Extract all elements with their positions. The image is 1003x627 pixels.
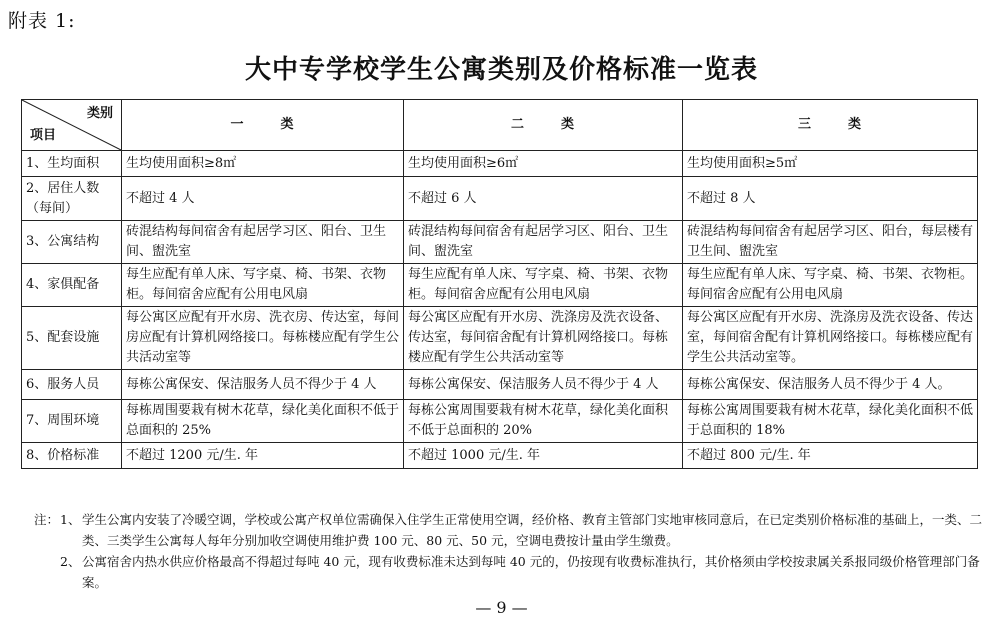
cell-category-2: 每生应配有单人床、写字桌、椅、书架、衣物柜。每间宿舍应配有公用电风扇: [404, 264, 683, 307]
cell-category-3: 不超过 800 元/生. 年: [683, 443, 978, 469]
table-row: [22, 177, 978, 221]
table-row: [22, 400, 978, 443]
cell-category-2: 砖混结构每间宿舍有起居学习区、阳台、卫生间、盥洗室: [404, 221, 683, 264]
item-axis-label: 项目: [30, 128, 57, 143]
row-item-label: 1、生均面积: [22, 151, 122, 177]
corner-header-cell: [22, 100, 122, 151]
cell-category-1: 每生应配有单人床、写字桌、椅、书架、衣物柜。每间宿舍应配有公用电风扇: [122, 264, 404, 307]
table-notes: [34, 509, 984, 593]
cell-category-3: 每公寓区应配有开水房、洗涤房及洗衣设备、传达室，每间宿舍配有计算机网络接口。每栋楼应配有学生公共活动室等。: [683, 307, 978, 370]
cell-category-3: 不超过 8 人: [683, 177, 978, 221]
cell-category-3: 每栋公寓周围要栽有树木花草，绿化美化面积不低于总面积的 18%: [683, 400, 978, 443]
row-item-label: 7、周围环境: [22, 400, 122, 443]
category-header-2: 二 类: [404, 100, 683, 151]
note-text: 公寓宿舍内热水供应价格最高不得超过每吨 40 元，现有收费标准未达到每吨 40 元的，仍按现有收费标准执行，其价格须由学校按隶属关系报同级价格管理部门备案。: [82, 554, 980, 590]
cell-category-1: 每栋周围要栽有树木花草，绿化美化面积不低于总面积的 25%: [122, 400, 404, 443]
cell-category-1: 砖混结构每间宿舍有起居学习区、阳台、卫生间、盥洗室: [122, 221, 404, 264]
row-item-label: 4、家俱配备: [22, 264, 122, 307]
cell-category-2: 生均使用面积≥6㎡: [404, 151, 683, 177]
cell-category-2: 每栋公寓周围要栽有树木花草，绿化美化面积不低于总面积的 20%: [404, 400, 683, 443]
cell-category-1: 生均使用面积≥8㎡: [122, 151, 404, 177]
row-item-label: 8、价格标准: [22, 443, 122, 469]
table-row: [22, 264, 978, 307]
cell-category-2: 每栋公寓保安、保洁服务人员不得少于 4 人: [404, 370, 683, 400]
document-title: 大中专学校学生公寓类别及价格标准一览表: [244, 55, 758, 85]
page-number: — 9 —: [475, 598, 528, 617]
note-number: 1、: [60, 512, 81, 527]
row-item-label: 6、服务人员: [22, 370, 122, 400]
note-text: 学生公寓内安装了冷暖空调，学校或公寓产权单位需确保入住学生正常使用空调，经价格、教育主管部门实地审核同意后，在已定类别价格标准的基础上，一类、二类、三类学生公寓每人每年分别加收空调使用维护费 100 元、80 元、50 元，空调电费按计量由学生缴费。: [82, 512, 983, 548]
table-row: [22, 443, 978, 469]
note-item: [34, 551, 984, 593]
note-prefix: 注：: [34, 512, 60, 527]
table-row: [22, 221, 978, 264]
note-number: 2、: [60, 554, 81, 569]
category-header-3: 三 类: [683, 100, 978, 151]
table-row: [22, 151, 978, 177]
cell-category-3: 每生应配有单人床、写字桌、椅、书架、衣物柜。每间宿舍应配有公用电风扇: [683, 264, 978, 307]
row-item-label: 3、公寓结构: [22, 221, 122, 264]
table-header-row: [22, 100, 978, 151]
note-item: [34, 509, 984, 551]
category-axis-label: 类别: [86, 106, 113, 121]
table-row: [22, 370, 978, 400]
cell-category-2: 不超过 1000 元/生. 年: [404, 443, 683, 469]
annex-label: 附表 1:: [8, 10, 76, 32]
row-item-label: 2、居住人数（每间）: [22, 177, 122, 221]
price-standard-table: [21, 99, 978, 469]
cell-category-1: 每栋公寓保安、保洁服务人员不得少于 4 人: [122, 370, 404, 400]
cell-category-1: 每公寓区应配有开水房、洗衣房、传达室，每间房应配有计算机网络接口。每栋楼应配有学生公共活动室等: [122, 307, 404, 370]
cell-category-2: 每公寓区应配有开水房、洗涤房及洗衣设备、传达室，每间宿舍配有计算机网络接口。每栋楼应配有学生公共活动室等: [404, 307, 683, 370]
cell-category-3: 每栋公寓保安、保洁服务人员不得少于 4 人。: [683, 370, 978, 400]
category-header-1: 一 类: [122, 100, 404, 151]
cell-category-2: 不超过 6 人: [404, 177, 683, 221]
cell-category-1: 不超过 4 人: [122, 177, 404, 221]
cell-category-3: 砖混结构每间宿舍有起居学习区、阳台，每层楼有卫生间、盥洗室: [683, 221, 978, 264]
cell-category-3: 生均使用面积≥5㎡: [683, 151, 978, 177]
cell-category-1: 不超过 1200 元/生. 年: [122, 443, 404, 469]
row-item-label: 5、配套设施: [22, 307, 122, 370]
table-row: [22, 307, 978, 370]
